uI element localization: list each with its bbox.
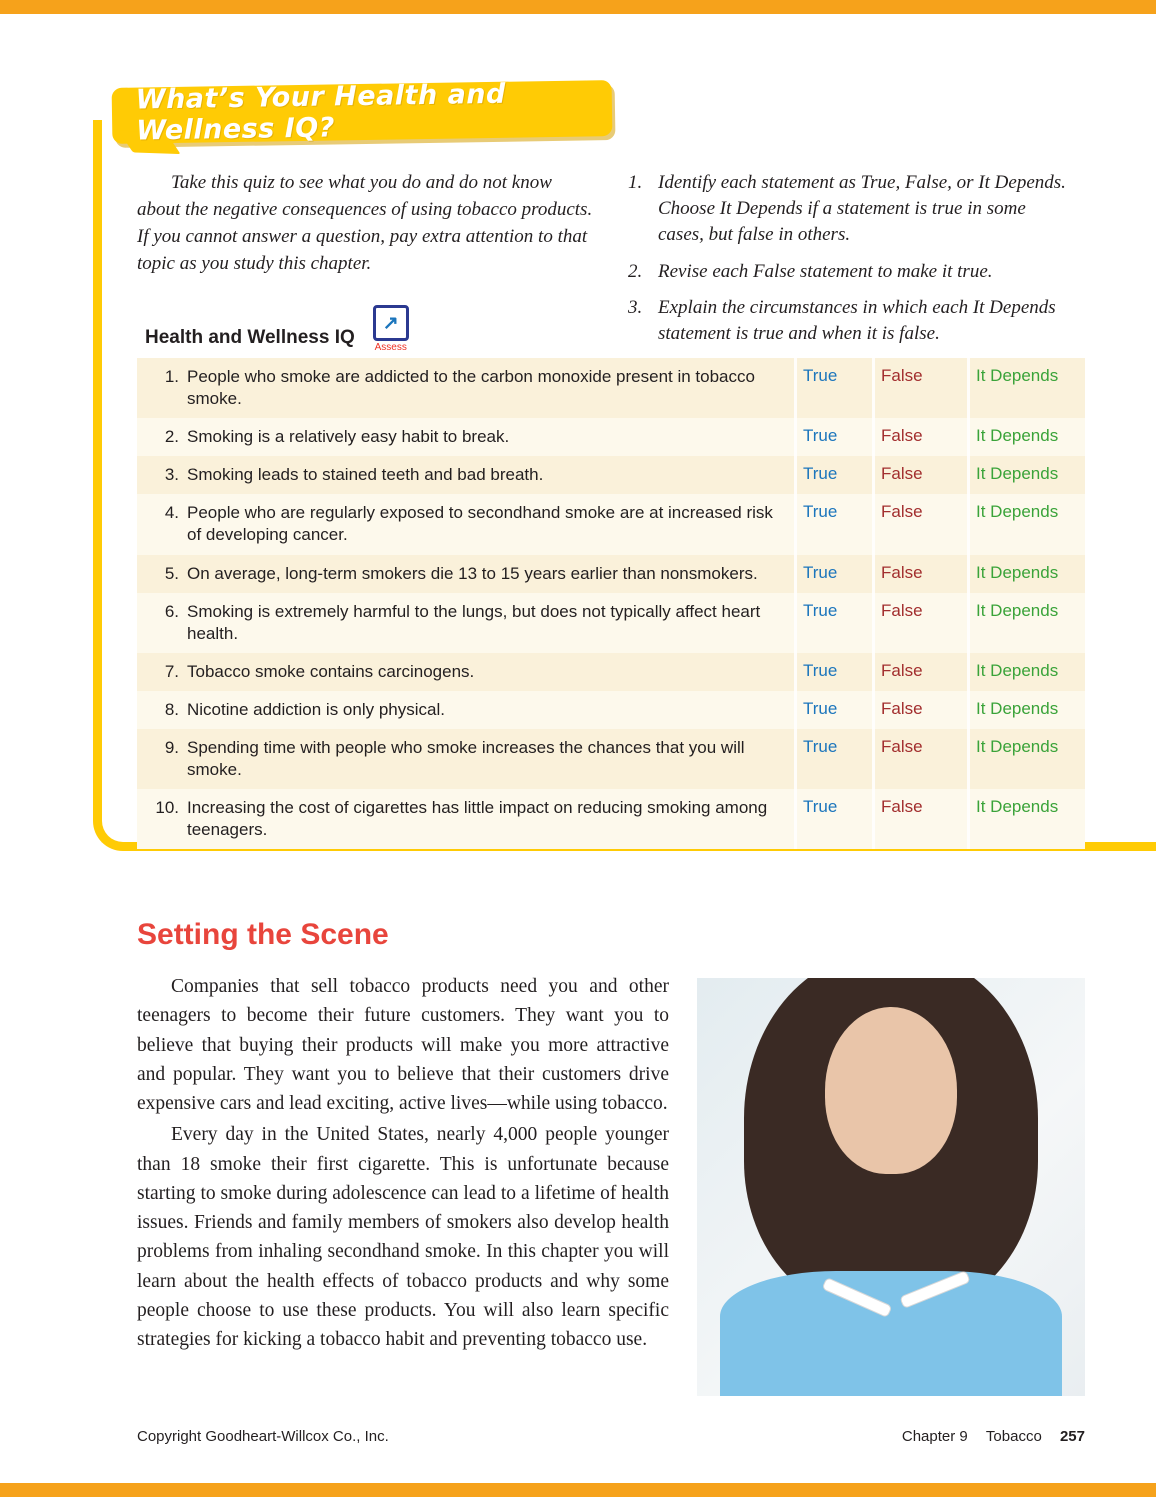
page-footer — [137, 1428, 1085, 1445]
quiz-row — [137, 358, 1085, 418]
quiz-option-false[interactable]: False — [872, 456, 967, 494]
woman-breaking-cigarette-photo — [697, 978, 1085, 1396]
instruction-item — [628, 295, 1070, 347]
quiz-statement-text: On average, long-term smokers die 13 to 15 years earlier than nonsmokers. — [187, 563, 758, 583]
quiz-statement-text: Tobacco smoke contains carcinogens. — [187, 661, 475, 681]
quiz-statement-text: Increasing the cost of cigarettes has little impact on reducing smoking among teenagers. — [187, 798, 768, 840]
quiz-option-it-depends[interactable]: It Depends — [967, 555, 1085, 593]
quiz-option-false[interactable]: False — [872, 494, 967, 554]
top-orange-bar — [0, 0, 1156, 14]
quiz-statement-number: 3. — [164, 465, 179, 485]
quiz-option-it-depends[interactable]: It Depends — [967, 691, 1085, 729]
quiz-table — [137, 358, 1085, 849]
quiz-statement — [137, 593, 794, 653]
quiz-option-it-depends[interactable]: It Depends — [967, 789, 1085, 849]
assess-widget[interactable] — [373, 305, 409, 353]
photo-shirt-shape — [720, 1271, 1061, 1396]
instruction-number: 2. — [628, 260, 643, 282]
quiz-statement-text: Nicotine addiction is only physical. — [187, 699, 445, 719]
quiz-option-true[interactable]: True — [794, 358, 872, 418]
quiz-statement-text: Smoking is extremely harmful to the lungs, but does not typically affect heart health. — [187, 601, 761, 643]
quiz-row — [137, 494, 1085, 554]
assess-label: Assess — [374, 342, 407, 353]
scene-paragraph-text: Companies that sell tobacco products need you and other teenagers to become their future customers. They want you to believe that buying their products will make you more attractive and popular. They want you to believe that their customers drive expensive cars and lead exciting, active lives—while using tobacco. — [137, 976, 669, 1114]
quiz-statement — [137, 729, 794, 789]
intro-paragraph — [137, 170, 599, 278]
quiz-option-it-depends[interactable]: It Depends — [967, 653, 1085, 691]
quiz-row — [137, 729, 1085, 789]
quiz-statement-number: 2. — [164, 427, 179, 447]
photo-face-shape — [825, 1007, 957, 1174]
instructions-list — [628, 170, 1070, 357]
quiz-statement-text: People who smoke are addicted to the carbon monoxide present in tobacco smoke. — [187, 367, 755, 409]
intro-text: Take this quiz to see what you do and do not know about the negative consequences of using tobacco products. If you cannot answer a question, pay extra attention to that topic as you study this chapter. — [137, 172, 593, 274]
quiz-option-it-depends[interactable]: It Depends — [967, 358, 1085, 418]
instruction-item — [628, 259, 1070, 285]
setting-the-scene-section — [137, 918, 1085, 1396]
quiz-row — [137, 456, 1085, 494]
footer-page-number: 257 — [1059, 1428, 1085, 1445]
quiz-option-true[interactable]: True — [794, 653, 872, 691]
quiz-option-true[interactable]: True — [794, 789, 872, 849]
quiz-option-false[interactable]: False — [872, 593, 967, 653]
quiz-statement-number: 5. — [164, 563, 179, 583]
quiz-option-false[interactable]: False — [872, 358, 967, 418]
scene-paragraph-text: Every day in the United States, nearly 4,000 people younger than 18 smoke their first cigarette. This is unfortunate because starting to smoke during adolescence can lead to a lifetime of health issues. Friends and family members of smokers also develop health problems from inhaling secondhand smoke. In this chapter you will learn about the health effects of tobacco products and why some people choose to use these products. You will also learn specific strategies for kicking a tobacco habit and preventing tobacco use. — [137, 1124, 669, 1350]
quiz-row — [137, 691, 1085, 729]
footer-section: Tobacco — [985, 1428, 1042, 1445]
quiz-row — [137, 593, 1085, 653]
scene-heading: Setting the Scene — [137, 918, 389, 951]
quiz-statement-number: 9. — [164, 738, 179, 758]
quiz-option-it-depends[interactable]: It Depends — [967, 418, 1085, 456]
quiz-option-true[interactable]: True — [794, 593, 872, 653]
quiz-statement — [137, 494, 794, 554]
instruction-item — [628, 170, 1070, 249]
quiz-statement-text: Smoking leads to stained teeth and bad breath. — [187, 465, 544, 485]
instruction-number: 3. — [628, 296, 643, 318]
quiz-statement — [137, 358, 794, 418]
quiz-option-true[interactable]: True — [794, 494, 872, 554]
quiz-statement — [137, 653, 794, 691]
section-banner-title: What’s Your Health and Wellness IQ? — [135, 78, 507, 147]
quiz-option-true[interactable]: True — [794, 691, 872, 729]
quiz-row — [137, 555, 1085, 593]
copyright-text: Copyright Goodheart-Willcox Co., Inc. — [137, 1428, 389, 1445]
quiz-row — [137, 653, 1085, 691]
quiz-statement — [137, 456, 794, 494]
quiz-option-true[interactable]: True — [794, 456, 872, 494]
instruction-number: 1. — [628, 172, 643, 193]
quiz-option-true[interactable]: True — [794, 555, 872, 593]
quiz-statement-number: 10. — [155, 798, 179, 818]
quiz-option-false[interactable]: False — [872, 729, 967, 789]
quiz-statement-number: 4. — [164, 503, 179, 523]
bottom-orange-bar — [0, 1483, 1156, 1497]
instruction-text: Explain the circumstances in which each It Depends statement is true and when it is false. — [658, 296, 1056, 345]
quiz-statement — [137, 691, 794, 729]
quiz-statement-number: 6. — [164, 601, 179, 621]
quiz-option-true[interactable]: True — [794, 729, 872, 789]
quiz-option-it-depends[interactable]: It Depends — [967, 494, 1085, 554]
quiz-row — [137, 789, 1085, 849]
scene-body — [137, 972, 1085, 1396]
quiz-statement — [137, 789, 794, 849]
quiz-option-it-depends[interactable]: It Depends — [967, 456, 1085, 494]
quiz-statement — [137, 555, 794, 593]
quiz-title: Health and Wellness IQ — [145, 327, 355, 348]
quiz-option-false[interactable]: False — [872, 691, 967, 729]
quiz-statement-text: Spending time with people who smoke increases the chances that you will smoke. — [187, 738, 745, 780]
quiz-option-false[interactable]: False — [872, 653, 967, 691]
footer-right — [888, 1428, 1085, 1445]
quiz-statement-text: People who are regularly exposed to secondhand smoke are at increased risk of developing cancer. — [187, 503, 773, 545]
quiz-option-true[interactable]: True — [794, 418, 872, 456]
quiz-option-false[interactable]: False — [872, 555, 967, 593]
quiz-option-it-depends[interactable]: It Depends — [967, 729, 1085, 789]
quiz-statement — [137, 418, 794, 456]
quiz-row — [137, 418, 1085, 456]
assess-link-icon[interactable]: ↗ — [373, 305, 409, 341]
section-banner — [112, 78, 613, 147]
quiz-statement-text: Smoking is a relatively easy habit to break. — [187, 427, 510, 447]
quiz-header — [145, 305, 409, 353]
quiz-option-false[interactable]: False — [872, 789, 967, 849]
instruction-text: Identify each statement as True, False, or It Depends. Choose It Depends if a statement is true in some cases, but false in others. — [658, 172, 1066, 246]
quiz-statement-number: 7. — [164, 661, 179, 681]
quiz-option-it-depends[interactable]: It Depends — [967, 593, 1085, 653]
quiz-option-false[interactable]: False — [872, 418, 967, 456]
footer-chapter: Chapter 9 — [901, 1428, 968, 1445]
instruction-text: Revise each False statement to make it true. — [658, 260, 993, 282]
quiz-statement-number: 8. — [164, 699, 179, 719]
quiz-statement-number: 1. — [164, 367, 179, 386]
